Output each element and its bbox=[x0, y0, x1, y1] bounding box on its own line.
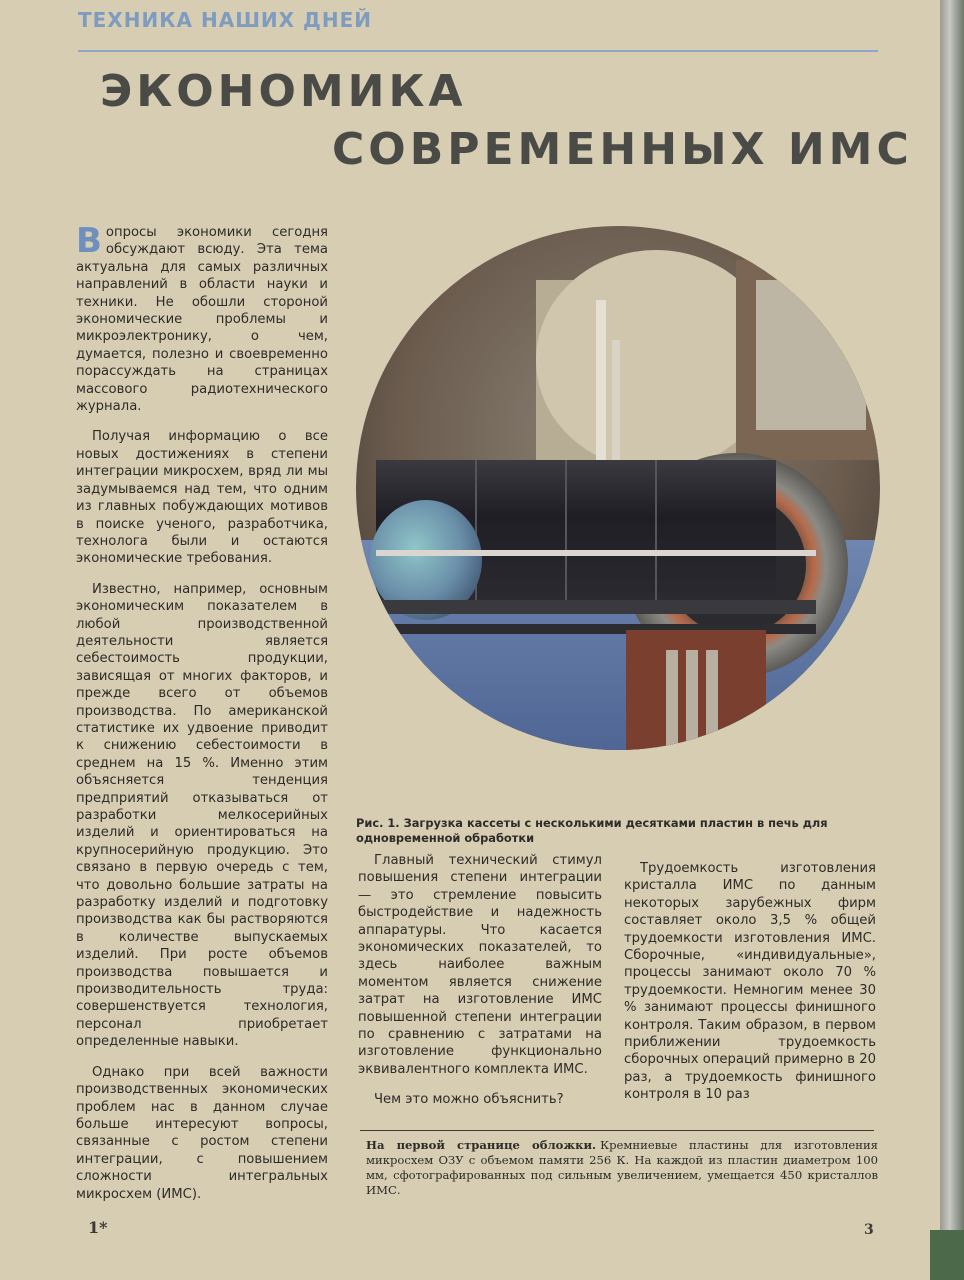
page-number: 3 bbox=[864, 1222, 874, 1238]
drop-cap: В bbox=[76, 221, 102, 261]
cover-note-text: Кремниевые пластины для изготовления микросхем ОЗУ с объемом памяти 256 К. На каждой из пластин диаметром 100 мм, сфотографированных под сильным увеличением, умещается 450 кристаллов ИМС. bbox=[366, 1138, 878, 1197]
paragraph-intro-text: опросы экономики сегодня обсуждают всюду. Эта тема актуальна для самых различных направлений в области науки и техники. Не обошли стороной экономические проблемы и микроэлектронику, о чем, думается, полезно и своевременно порассуждать на страницах массового радиотехнического журнала. bbox=[76, 225, 328, 415]
paragraph: Получая информацию о все новых достижениях в степени интеграции микросхем, вряд ли мы задумываемся над тем, что одним из главных побуждающих мотивов в поиске ученого, разработчика, технолога были и остаются экономические требования. bbox=[76, 429, 328, 567]
figure-label: Рис. 1. bbox=[356, 816, 400, 830]
article-title-line1: ЭКОНОМИКА bbox=[100, 66, 467, 117]
figure-caption bbox=[356, 816, 886, 846]
paragraph-intro bbox=[76, 221, 328, 415]
figure-caption-text: Загрузка кассеты с несколькими десятками пластин в печь для одновременной обработки bbox=[356, 816, 828, 845]
cover-note-lead: На первой странице обложки. bbox=[366, 1138, 597, 1152]
article-title-line2: СОВРЕМЕННЫХ ИМС bbox=[332, 124, 913, 175]
page-mark-left: 1* bbox=[88, 1218, 108, 1237]
section-rule bbox=[78, 50, 878, 52]
section-header: ТЕХНИКА НАШИХ ДНЕЙ bbox=[78, 8, 372, 32]
middle-text-column bbox=[358, 852, 602, 1122]
right-text-column bbox=[624, 860, 876, 1117]
paragraph: Главный технический стимул повышения степени интеграции — это стремление повысить быстродействие и надежность аппаратуры. Что касается экономических показателей, то здесь наиболее важным моментом является снижение затрат на изготовление ИМС повышенной степени интеграции по сравнению с затратами на изготовление функционально эквивалентного комплекта ИМС. bbox=[358, 853, 602, 1077]
background-edge bbox=[940, 0, 964, 1280]
paragraph: Трудоемкость изготовления кристалла ИМС по данным некоторых зарубежных фирм составляет около 3,5 % общей трудоемкости изготовления ИМС. Сборочные, «индивидуальные», процессы занимают около 70 % трудоемкости. Немногим менее 30 % занимают процессы финишного контроля. Таким образом, в первом приближении трудоемкость сборочных операций примерно в 20 раз, а трудоемкость финишного контроля в 10 раз bbox=[624, 861, 876, 1103]
paragraph: Чем это можно объяснить? bbox=[374, 1092, 564, 1108]
note-divider bbox=[360, 1130, 874, 1131]
left-text-column bbox=[76, 221, 328, 1216]
furnace-photo-illustration bbox=[356, 220, 886, 810]
cover-note bbox=[366, 1138, 878, 1198]
paragraph: Однако при всей важности производственных экономических проблем нас в данном случае больше интересуют вопросы, связанные с ростом степени интеграции, с повышением сложности интегральных микросхем (ИМС). bbox=[76, 1064, 328, 1202]
background-corner bbox=[930, 1230, 964, 1280]
paragraph: Известно, например, основным экономическим показателем в любой производственной деятельности является себестоимость продукции, зависящая от многих факторов, и прежде всего от объемов производства. По американской статистике их удвоение приводит к снижению себестоимости в среднем на 15 %. Именно этим объясняется тенденция предприятий отказываться от разработки мелкосерийных изделий и ориентироваться на крупносерийную продукцию. Это связано в первую очередь с тем, что довольно большие затраты на разработку изделий и подготовку производства как бы растворяются в количестве выпускаемых изделий. При росте объемов производства повышается и производительность труда: совершенствуется технология, персонал приобретает определенные навыки. bbox=[76, 581, 328, 1050]
figure-photo bbox=[356, 220, 886, 810]
